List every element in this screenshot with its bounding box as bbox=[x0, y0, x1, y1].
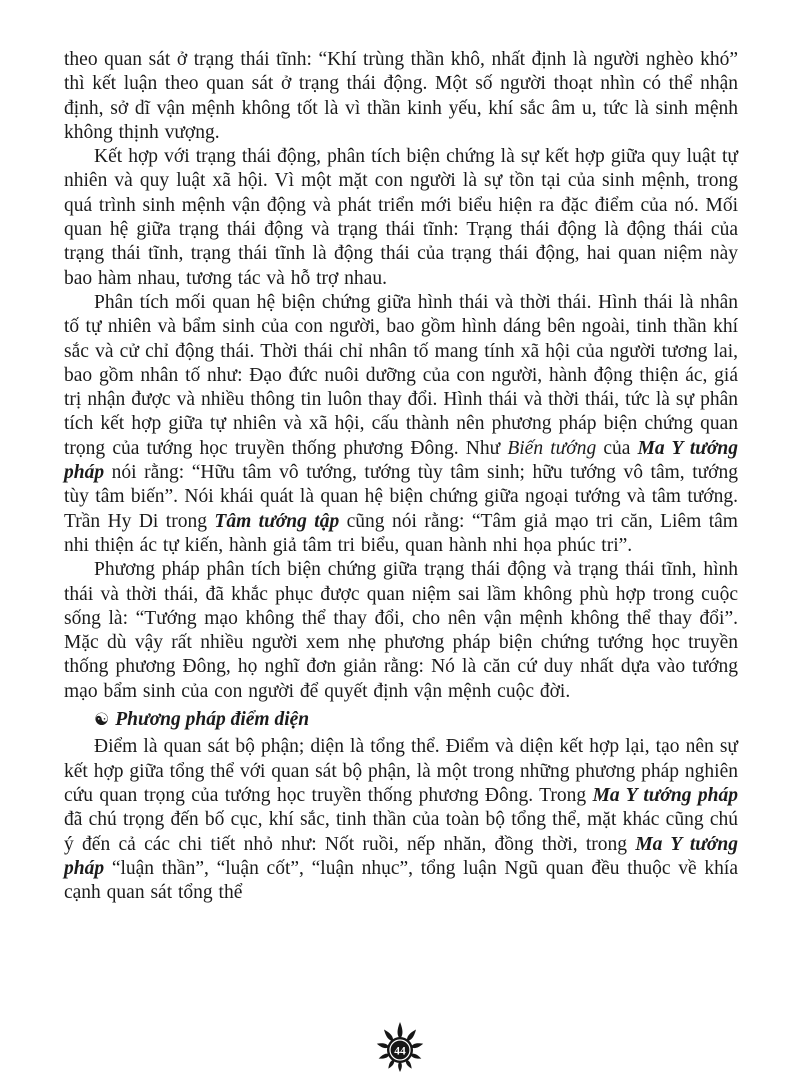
book-title-ma-y-tuong-phap: Ma Y tướng pháp bbox=[64, 437, 738, 484]
paragraph-text: theo quan sát ở trạng thái tĩnh: “Khí trùng thần khô, nhất định là người nghèo khó” thì kết luận theo quan sát ở trạng thái động. Một số người thoạt nhìn có thể nhận định, sở dĩ vận mệnh không tốt là vì thần kinh yếu, khí sắc âm u, tức là sinh mệnh không thịnh vượng. bbox=[64, 49, 738, 143]
paragraph-text: Phương pháp phân tích biện chứng giữa trạng thái động và trạng thái tĩnh, hình thái và thời thái, đã khắc phục được quan niệm sai lầm không phù hợp trong cuộc sống là: “Tướng mạo không thể thay đổi, cho nên vận mệnh không thể thay đổi”. Mặc dù vậy rất nhiều người xem nhẹ phương pháp biện chứng tướng học truyền thống phương Đông, họ nghĩ đơn giản rằng: Nó là căn cứ duy nhất dựa vào tướng mạo bẩm sinh của con người để quyết định vận mệnh cuộc đời. bbox=[64, 559, 738, 702]
book-title-bien-tuong: Biến tướng bbox=[507, 437, 597, 459]
book-title-ma-y-tuong-phap: Ma Y tướng pháp bbox=[64, 833, 738, 879]
book-title-ma-y-tuong-phap: Ma Y tướng pháp bbox=[592, 784, 738, 806]
paragraph-text: của bbox=[596, 437, 638, 459]
paragraph bbox=[64, 291, 738, 558]
yin-yang-icon: ☯ bbox=[94, 710, 110, 730]
paragraph-text: cũng nói rằng: “Tâm giả mạo tri căn, Liêm tâm nhi thiện ác tự kiến, hành giả tâm tri biểu, quan hành nhi họa phúc tri”. bbox=[64, 510, 738, 556]
section-heading-text: Phương pháp điểm diện bbox=[115, 709, 310, 731]
page-number: 44 bbox=[394, 1045, 406, 1058]
paragraph-text: Điểm là quan sát bộ phận; diện là tổng thể. Điểm và diện kết hợp lại, tạo nên sự kết hợp giữa tổng thể với quan sát bộ phận, là một trong những phương pháp nghiên cứu quan trọng của tướng học truyền thống phương Đông. Trong bbox=[64, 736, 738, 806]
book-title-tam-tuong-tap: Tâm tướng tập bbox=[214, 510, 340, 532]
paragraph-text: “luận thần”, “luận cốt”, “luận nhục”, tổng luận Ngũ quan đều thuộc về khía cạnh quan sát tổng thể bbox=[64, 857, 738, 904]
page-number-ornament bbox=[370, 1018, 430, 1074]
paragraph-text: đã chú trọng đến bố cục, khí sắc, tinh thần của toàn bộ tổng thể, mặt khác cũng chú ý đến cả các chi tiết nhỏ như: Nốt ruồi, nếp nhăn, đồng thời, trong bbox=[64, 809, 738, 855]
flame-ornament-icon bbox=[370, 1018, 430, 1074]
paragraph-text: Kết hợp với trạng thái động, phân tích biện chứng là sự kết hợp giữa quy luật tự nhiên và quy luật xã hội. Vì một mặt con người là sự tồn tại của sinh mệnh, trong quá trình sinh mệnh vận động và phát triển mới biểu hiện ra đặc điểm của nó. Mối quan hệ giữa trạng thái động và trạng thái tĩnh: Trạng thái động là động thái của trạng thái tĩnh, trạng thái tĩnh là động thái của trạng thái động, hai quan niệm này bao hàm nhau, tương tác và hỗ trợ nhau. bbox=[64, 146, 738, 289]
paragraph bbox=[64, 48, 738, 145]
paragraph-text: nói rằng: “Hữu tâm vô tướng, tướng tùy tâm sinh; hữu tướng vô tâm, tướng tùy tâm biến”. Nói khái quát là quan hệ biện chứng giữa ngoại tướng và tâm tướng. Trần Hy Di trong bbox=[64, 462, 738, 532]
paragraph bbox=[64, 558, 738, 704]
paragraph-text: Phân tích mối quan hệ biện chứng giữa hình thái và thời thái. Hình thái là nhân tố tự nhiên và bẩm sinh của con người, bao gồm hình dáng bên ngoài, tinh thần khí sắc và cử chỉ động thái. Thời thái chỉ nhân tố mang tính xã hội của người tương lai, bao gồm nhân tố như: Đạo đức nuôi dưỡng của con người, hành động thiện ác, giá trị nhận được và nhiều thông tin luôn thay đổi. Hình thái và thời thái, tức là sự phân tích kết hợp giữa tự nhiên và xã hội, cấu thành nên phương pháp biện chứng quan trọng của tướng học truyền thống phương Đông. Như bbox=[64, 291, 738, 459]
paragraph bbox=[64, 735, 738, 905]
paragraph bbox=[64, 145, 738, 291]
section-heading bbox=[64, 708, 738, 732]
